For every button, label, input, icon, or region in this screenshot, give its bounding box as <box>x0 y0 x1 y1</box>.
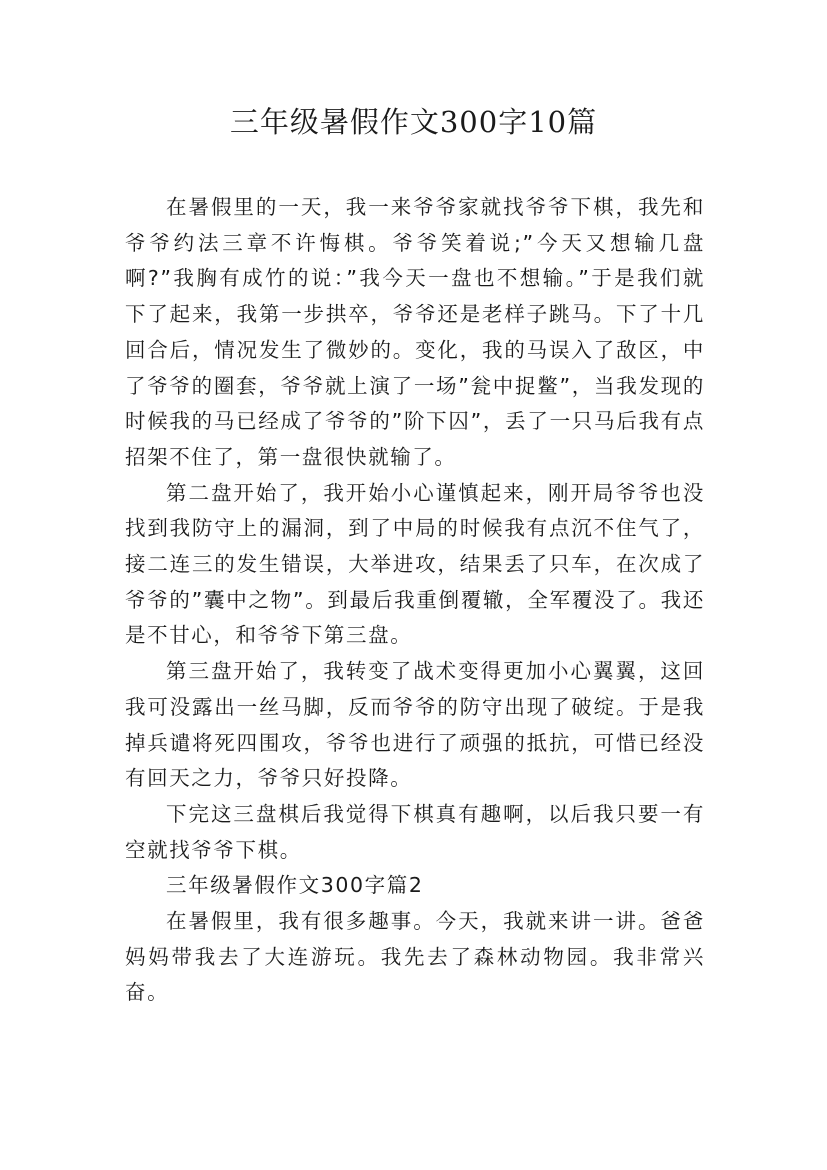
section-heading: 三年级暑假作文300字篇2 <box>166 873 424 898</box>
paragraph: 下完这三盘棋后我觉得下棋真有趣啊，以后我只要一有空就找爷爷下棋。 <box>125 801 705 862</box>
document-body <box>125 190 705 1011</box>
paragraph: 在暑假里的一天，我一来爷爷家就找爷爷下棋，我先和爷爷约法三章不许悔棋。爷爷笑着说;”今天又想输几盘啊?”我胸有成竹的说：”我今天一盘也不想输。”于是我们就下了起来，我第一步拱卒，爷爷还是老样子跳马。下了十几回合后，情况发生了微妙的。变化，我的马误入了敌区，中了爷爷的圈套，爷爷就上演了一场”瓮中捉鳖”，当我发现的时候我的马已经成了爷爷的”阶下囚”，丢了一只马后我有点招架不住了，第一盘很快就输了。 <box>125 195 705 469</box>
paragraph: 在暑假里，我有很多趣事。今天，我就来讲一讲。爸爸妈妈带我去了大连游玩。我先去了森林动物园。我非常兴奋。 <box>125 909 705 1005</box>
paragraph: 第二盘开始了，我开始小心谨慎起来，刚开局爷爷也没找到我防守上的漏洞，到了中局的时候我有点沉不住气了，接二连三的发生错误，大举进攻，结果丢了只车，在次成了爷爷的”囊中之物”。到最后我重倒覆辙，全军覆没了。我还是不甘心，和爷爷下第三盘。 <box>125 480 705 648</box>
paragraph: 第三盘开始了，我转变了战术变得更加小心翼翼，这回我可没露出一丝马脚，反而爷爷的防守出现了破绽。于是我掉兵谴将死四围攻，爷爷也进行了顽强的抵抗，可惜已经没有回天之力，爷爷只好投降。 <box>125 659 705 791</box>
document-title: 三年级暑假作文300字10篇 <box>229 105 598 139</box>
